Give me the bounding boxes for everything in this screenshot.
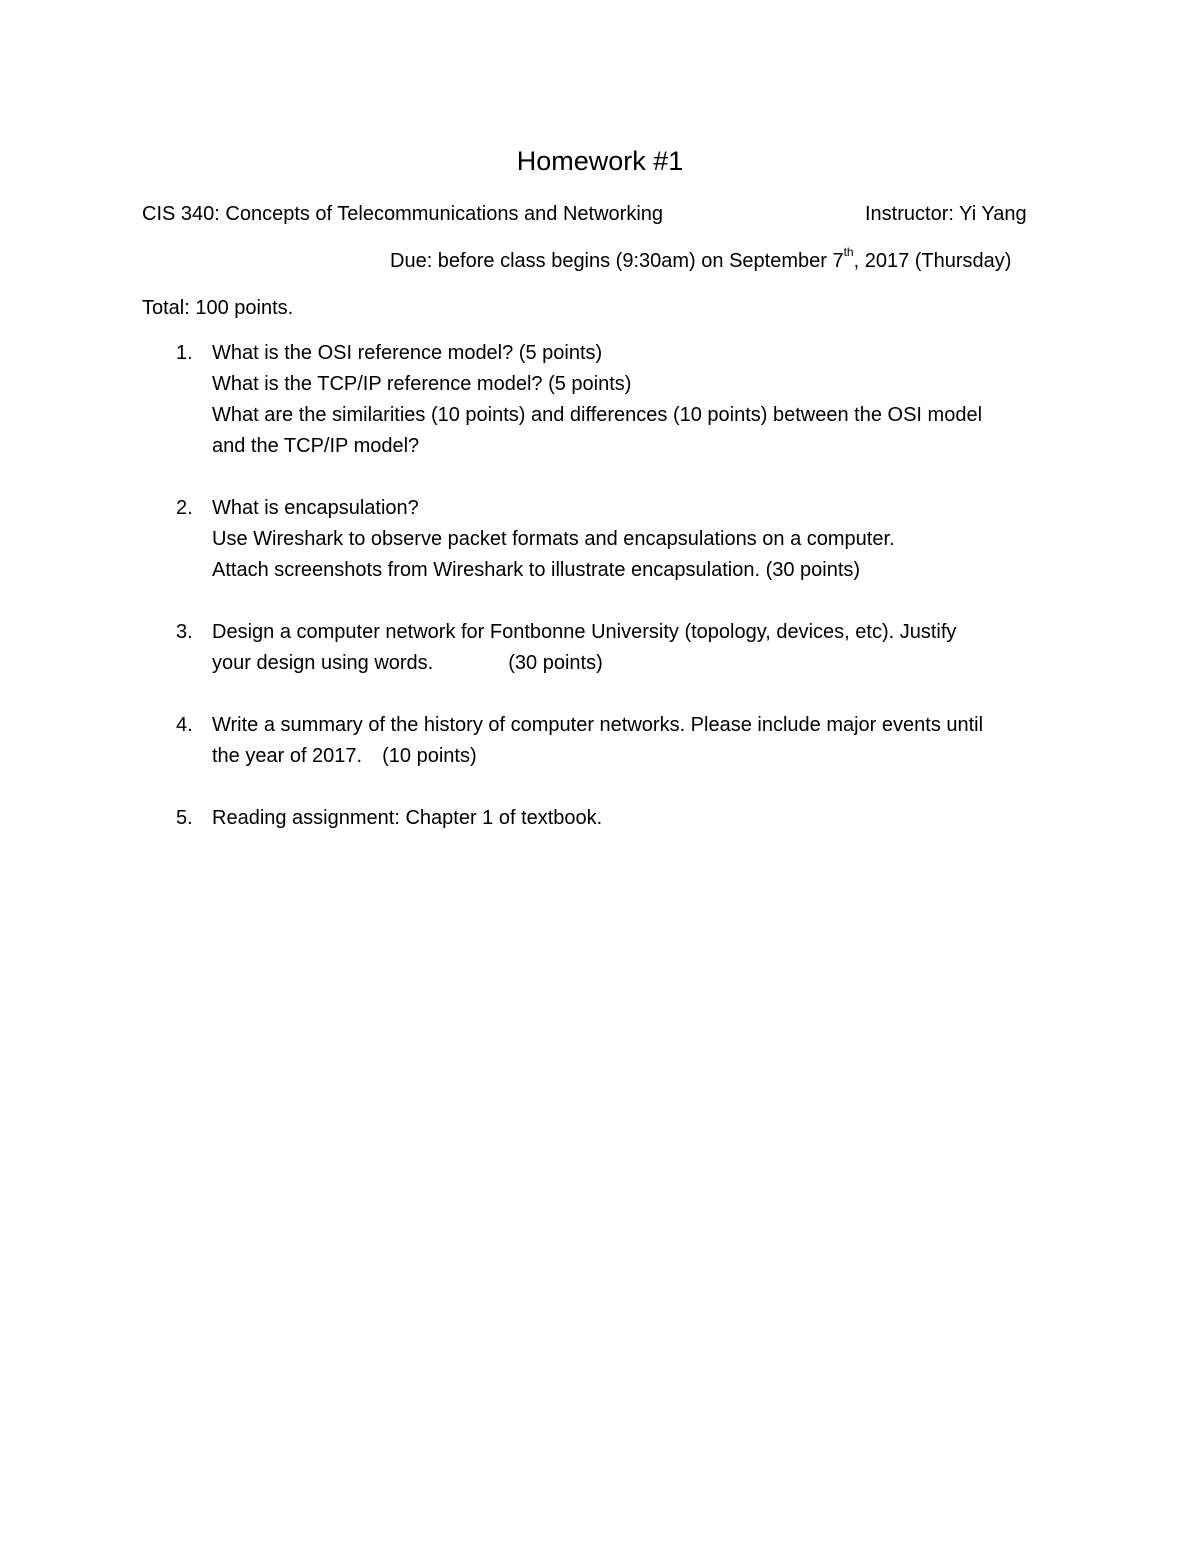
due-date — [390, 245, 1012, 273]
question-body — [212, 617, 1072, 679]
question-number: 5. — [176, 807, 193, 829]
total-points: Total: 100 points. — [142, 297, 294, 319]
question-line: Design a computer network for Fontbonne University (topology, devices, etc). Justify — [212, 621, 957, 643]
question-line — [212, 741, 1072, 772]
question-number: 3. — [176, 621, 193, 643]
question-body — [212, 493, 1072, 586]
question-line: What is encapsulation? — [212, 497, 419, 519]
question-number: 4. — [176, 714, 193, 736]
question-body — [212, 710, 1072, 772]
question-line: and the TCP/IP model? — [212, 435, 420, 457]
document-title: Homework #1 — [516, 146, 684, 176]
question-line: What is the TCP/IP reference model? (5 points) — [212, 373, 632, 395]
question-line — [212, 648, 1072, 679]
question-body — [212, 338, 1072, 462]
question-body — [212, 803, 1072, 834]
due-date-prefix: Due: before class begins (9:30am) on September 7 — [390, 250, 844, 272]
question-line-text: the year of 2017. — [212, 745, 363, 767]
question-line: Attach screenshots from Wireshark to illustrate encapsulation. (30 points) — [212, 559, 861, 581]
question-line: Write a summary of the history of computer networks. Please include major events until — [212, 714, 984, 736]
question-line: Reading assignment: Chapter 1 of textbook. — [212, 807, 603, 829]
question-line: Use Wireshark to observe packet formats and encapsulations on a computer. — [212, 528, 895, 550]
instructor-name: Instructor: Yi Yang — [865, 203, 1027, 225]
question-number: 1. — [176, 342, 193, 364]
course-name: CIS 340: Concepts of Telecommunications and Networking — [142, 203, 664, 225]
question-points: (10 points) — [382, 745, 477, 767]
due-date-superscript: th — [843, 245, 854, 260]
question-points: (30 points) — [508, 652, 603, 674]
due-date-suffix: , 2017 (Thursday) — [853, 250, 1012, 272]
question-line: What are the similarities (10 points) and differences (10 points) between the OSI model — [212, 404, 983, 426]
question-line-text: your design using words. — [212, 652, 434, 674]
question-number: 2. — [176, 497, 193, 519]
question-line: What is the OSI reference model? (5 points) — [212, 342, 603, 364]
